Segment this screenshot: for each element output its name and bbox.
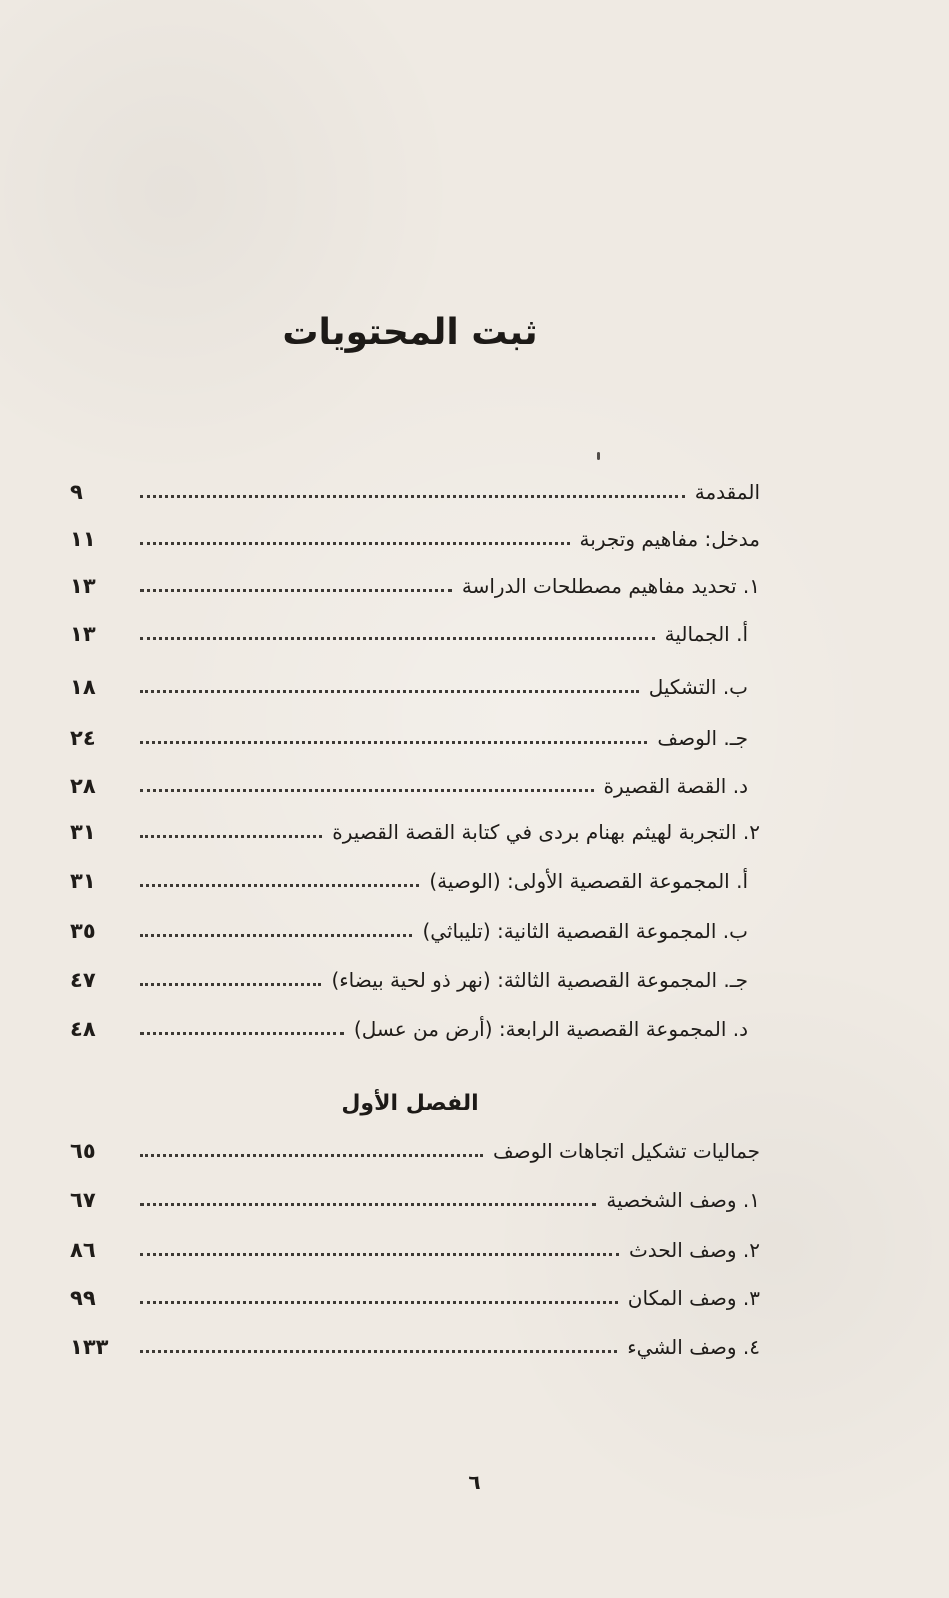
page-number: ٣٥	[70, 918, 96, 943]
toc-row	[70, 1233, 760, 1267]
page-number: ٦٧	[70, 1187, 96, 1212]
toc-entry: مدخل: مفاهيم وتجربة	[579, 527, 760, 551]
leader-dots	[140, 1203, 596, 1206]
page-number: ٦٥	[70, 1138, 96, 1163]
leader-dots	[140, 637, 655, 640]
toc-entry: د. القصة القصيرة	[603, 774, 748, 798]
toc-entry: ب. التشكيل	[648, 675, 748, 699]
page-number: ٤٧	[70, 967, 96, 992]
toc-row	[70, 1330, 760, 1364]
toc-entry: ١. تحديد مفاهيم مصطلحات الدراسة	[461, 574, 760, 598]
leader-dots	[140, 884, 419, 887]
toc-row	[70, 1183, 760, 1217]
leader-dots	[140, 690, 639, 693]
toc-row	[70, 864, 760, 898]
toc-row	[70, 1281, 760, 1315]
leader-dots	[140, 495, 685, 498]
page-number: ٩	[70, 479, 83, 504]
leader-dots	[140, 1301, 618, 1304]
page-number: ١١	[70, 526, 96, 551]
toc-row	[70, 963, 760, 997]
leader-dots	[140, 1350, 617, 1353]
chapter-heading: الفصل الأول	[341, 1091, 479, 1116]
leader-dots	[140, 1154, 483, 1157]
page-title: ثبت المحتويات	[282, 312, 538, 353]
page-number: ٤٨	[70, 1016, 96, 1041]
toc-row	[70, 617, 760, 651]
page-number: ١٣٣	[70, 1334, 109, 1359]
toc-entry: جـ. الوصف	[657, 726, 748, 750]
page-number: ٣١	[70, 819, 96, 844]
leader-dots	[140, 741, 647, 744]
toc-row	[70, 569, 760, 603]
leader-dots	[140, 589, 452, 592]
leader-dots	[140, 542, 570, 545]
toc-entry: أ. الجمالية	[664, 622, 748, 646]
page-number: ١٣	[70, 621, 96, 646]
toc-row	[70, 721, 760, 755]
small-mark	[597, 452, 600, 460]
toc-row	[70, 815, 760, 849]
toc-entry: جـ. المجموعة القصصية الثالثة: (نهر ذو لحية بيضاء)	[331, 968, 748, 992]
toc-entry: ب. المجموعة القصصية الثانية: (تليباثي)	[422, 919, 748, 943]
page-number: ١٣	[70, 573, 96, 598]
page-number: ٢٤	[70, 725, 96, 750]
leader-dots	[140, 934, 412, 937]
toc-row	[70, 914, 760, 948]
page-footer-number: ٦	[468, 1470, 481, 1494]
toc-row	[70, 769, 760, 803]
toc-entry: ٢. وصف الحدث	[628, 1238, 760, 1262]
leader-dots	[140, 983, 321, 986]
toc-entry: أ. المجموعة القصصية الأولى: (الوصية)	[429, 869, 748, 893]
toc-entry: ٣. وصف المكان	[627, 1286, 760, 1310]
page-number: ١٨	[70, 674, 96, 699]
page-number: ٣١	[70, 868, 96, 893]
page-number: ٩٩	[70, 1285, 96, 1310]
toc-row	[70, 1134, 760, 1168]
leader-dots	[140, 1253, 619, 1256]
toc-entry: جماليات تشكيل اتجاهات الوصف	[492, 1139, 760, 1163]
page-number: ٨٦	[70, 1237, 96, 1262]
leader-dots	[140, 1032, 344, 1035]
toc-row	[70, 670, 760, 704]
toc-entry: ٢. التجربة لهيثم بهنام بردى في كتابة القصة القصيرة	[332, 820, 760, 844]
toc-row	[70, 1012, 760, 1046]
toc-entry: ١. وصف الشخصية	[606, 1188, 760, 1212]
leader-dots	[140, 789, 594, 792]
toc-entry: ٤. وصف الشيء	[627, 1335, 760, 1359]
leader-dots	[140, 835, 322, 838]
page-number: ٢٨	[70, 773, 96, 798]
toc-row	[70, 475, 760, 509]
toc-entry: المقدمة	[694, 480, 760, 504]
toc-row	[70, 522, 760, 556]
toc-entry: د. المجموعة القصصية الرابعة: (أرض من عسل)	[353, 1017, 748, 1041]
